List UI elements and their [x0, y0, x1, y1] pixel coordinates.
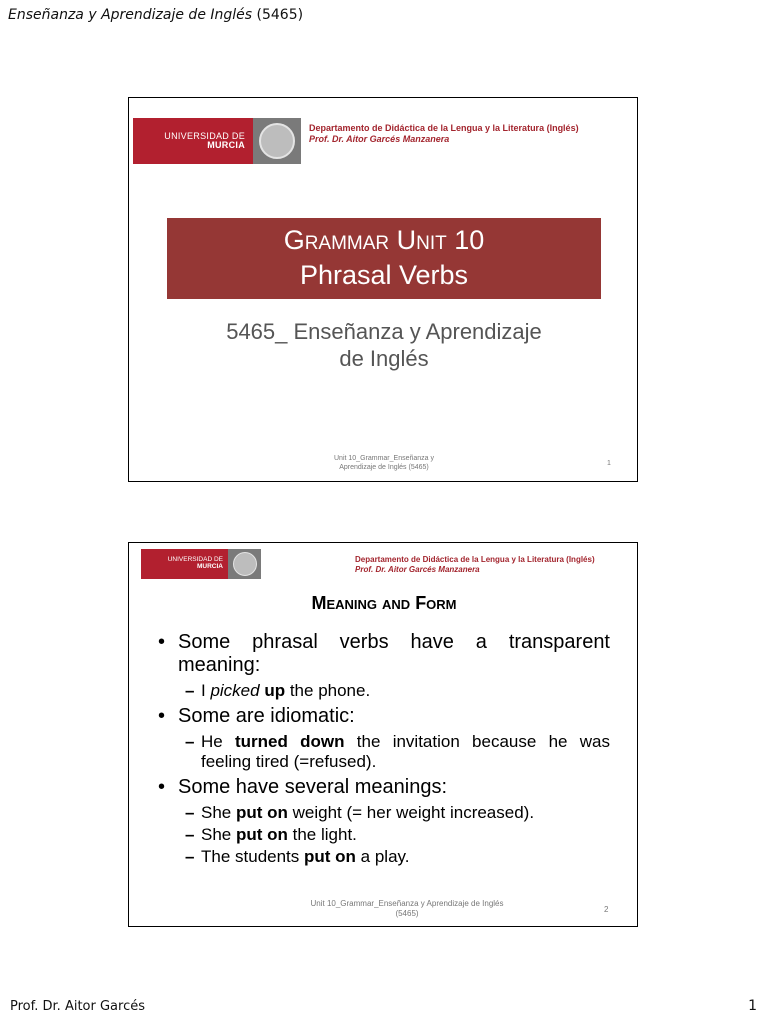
logo-line1: UNIVERSIDAD DE: [167, 556, 223, 564]
department-header: [309, 123, 579, 146]
slide-footer-line2: (5465): [395, 909, 419, 919]
slide-footer-line1: Unit 10_Grammar_Enseñanza y: [334, 455, 434, 462]
bullet-item: • Some have several meanings:: [156, 776, 610, 799]
page-header-code: (5465): [256, 7, 304, 23]
slide-title-line2: Phrasal Verbs: [299, 260, 469, 290]
department-header: [355, 555, 595, 575]
university-seal-icon: [253, 118, 301, 164]
slide-number: 1: [607, 460, 611, 467]
slide-footer-line1: Unit 10_Grammar_Enseñanza y Aprendizaje de Inglés: [310, 899, 504, 908]
university-seal-icon: [228, 549, 261, 579]
sub-bullet-item: – I picked up the phone.: [156, 681, 610, 701]
sub-bullet-item: – The students put on a play.: [156, 847, 610, 867]
department-professor: Prof. Dr. Aitor Garcés Manzanera: [309, 134, 450, 145]
university-logo: [141, 549, 261, 579]
sub-bullet-item: – She put on weight (= her weight increased).: [156, 803, 610, 823]
subtitle-line1: 5465_ Enseñanza y Aprendizaje: [226, 319, 542, 344]
slide-number: 2: [604, 905, 609, 914]
page-number: 1: [748, 998, 757, 1014]
slide-subtitle: [189, 318, 579, 372]
sub-bullet-item: – She put on the light.: [156, 825, 610, 845]
slide-2: [128, 542, 638, 927]
page-header: [8, 7, 303, 23]
university-logo: [133, 118, 301, 164]
slide-title: Meaning and Form: [311, 593, 457, 613]
slide-title-line1: Grammar Unit 10: [283, 225, 485, 255]
logo-line1: UNIVERSIDAD DE: [164, 130, 245, 141]
subtitle-line2: de Inglés: [339, 346, 429, 371]
department-name: Departamento de Didáctica de la Lengua y la Literatura (Inglés): [355, 555, 595, 564]
bullet-list: [156, 631, 610, 871]
bullet-item: • Some phrasal verbs have a transparent meaning:: [156, 631, 610, 677]
page-footer-author: Prof. Dr. Aitor Garcés: [10, 999, 145, 1014]
slide-title-box: [167, 218, 601, 299]
department-professor: Prof. Dr. Aitor Garcés Manzanera: [355, 565, 480, 574]
page-header-title: Enseñanza y Aprendizaje de Inglés: [8, 7, 253, 23]
department-name: Departamento de Didáctica de la Lengua y la Literatura (Inglés): [309, 123, 579, 133]
bullet-item: • Some are idiomatic:: [156, 705, 610, 728]
sub-bullet-item: – He turned down the invitation because he was feeling tired (=refused).: [156, 732, 610, 772]
logo-line2: MURCIA: [207, 140, 245, 150]
slide-footer: [279, 899, 535, 920]
slide-footer-line2: Aprendizaje de Inglés (5465): [339, 464, 429, 472]
logo-line2: MURCIA: [197, 563, 223, 570]
slide-1: [128, 97, 638, 482]
slide-footer: [299, 454, 469, 472]
